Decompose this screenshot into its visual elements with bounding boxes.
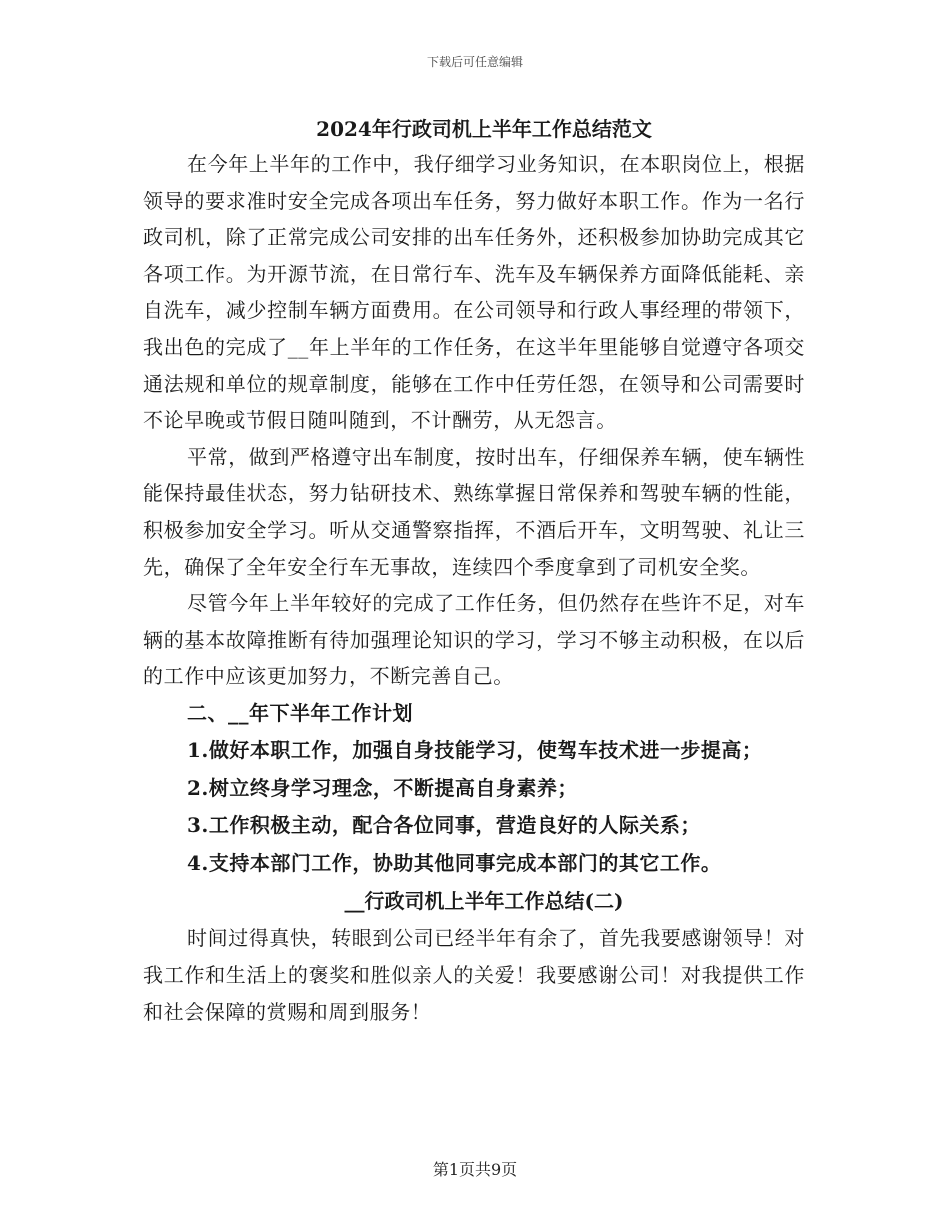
paragraph-daily-work: 平常，做到严格遵守出车制度，按时出车，仔细保养车辆，使车辆性能保持最佳状态，努力钻研技术、熟练掌握日常保养和驾驶车辆的性能，积极参加安全学习。听从交通警察指挥，不酒后开车，文明驾驶、礼让三先，确保了全年安全行车无事故，连续四个季度拿到了司机安全奖。 (143, 444, 805, 579)
paragraph-shortcomings: 尽管今年上半年较好的完成了工作任务，但仍然存在些许不足，对车辆的基本故障推断有待加强理论知识的学习，学习不够主动积极，在以后的工作中应该更加努力，不断完善自己。 (143, 591, 805, 689)
document-body (143, 112, 805, 1030)
page-number-footer: 第1页共9页 (432, 1160, 518, 1179)
plan-heading: 二、__年下半年工作计划 (187, 700, 413, 725)
plan-item-4: 4.支持本部门工作，协助其他同事完成本部门的其它工作。 (187, 850, 722, 875)
header-note: 下载后可任意编辑 (426, 55, 523, 69)
paragraph-closing: 时间过得真快，转眼到公司已经半年有余了，首先我要感谢领导！对我工作和生活上的褒奖和胜似亲人的关爱！我要感谢公司！对我提供工作和社会保障的赏赐和周到服务！ (143, 926, 805, 1024)
plan-item-3: 3.工作积极主动，配合各位同事，营造良好的人际关系； (187, 813, 701, 838)
plan-item-1: 1.做好本职工作，加强自身技能学习，使驾车技术进一步提高； (187, 738, 763, 763)
document-title: 2024年行政司机上半年工作总结范文 (316, 117, 652, 141)
plan-item-2: 2.树立终身学习理念，不断提高自身素养； (187, 775, 578, 800)
paragraph-intro: 在今年上半年的工作中，我仔细学习业务知识，在本职岗位上，根据领导的要求准时安全完成各项出车任务，努力做好本职工作。作为一名行政司机，除了正常完成公司安排的出车任务外，还积极参加协助完成其它各项工作。为开源节流，在日常行车、洗车及车辆保养方面降低能耗、亲自洗车，减少控制车辆方面费用。在公司领导和行政人事经理的带领下，我出色的完成了__年上半年的工作任务，在这半年里能够自觉遵守各项交通法规和单位的规章制度，能够在工作中任劳任怨，在领导和公司需要时不论早晚或节假日随叫随到，不计酬劳，从无怨言。 (143, 152, 805, 433)
section-subtitle: __行政司机上半年工作总结(二) (344, 889, 624, 914)
